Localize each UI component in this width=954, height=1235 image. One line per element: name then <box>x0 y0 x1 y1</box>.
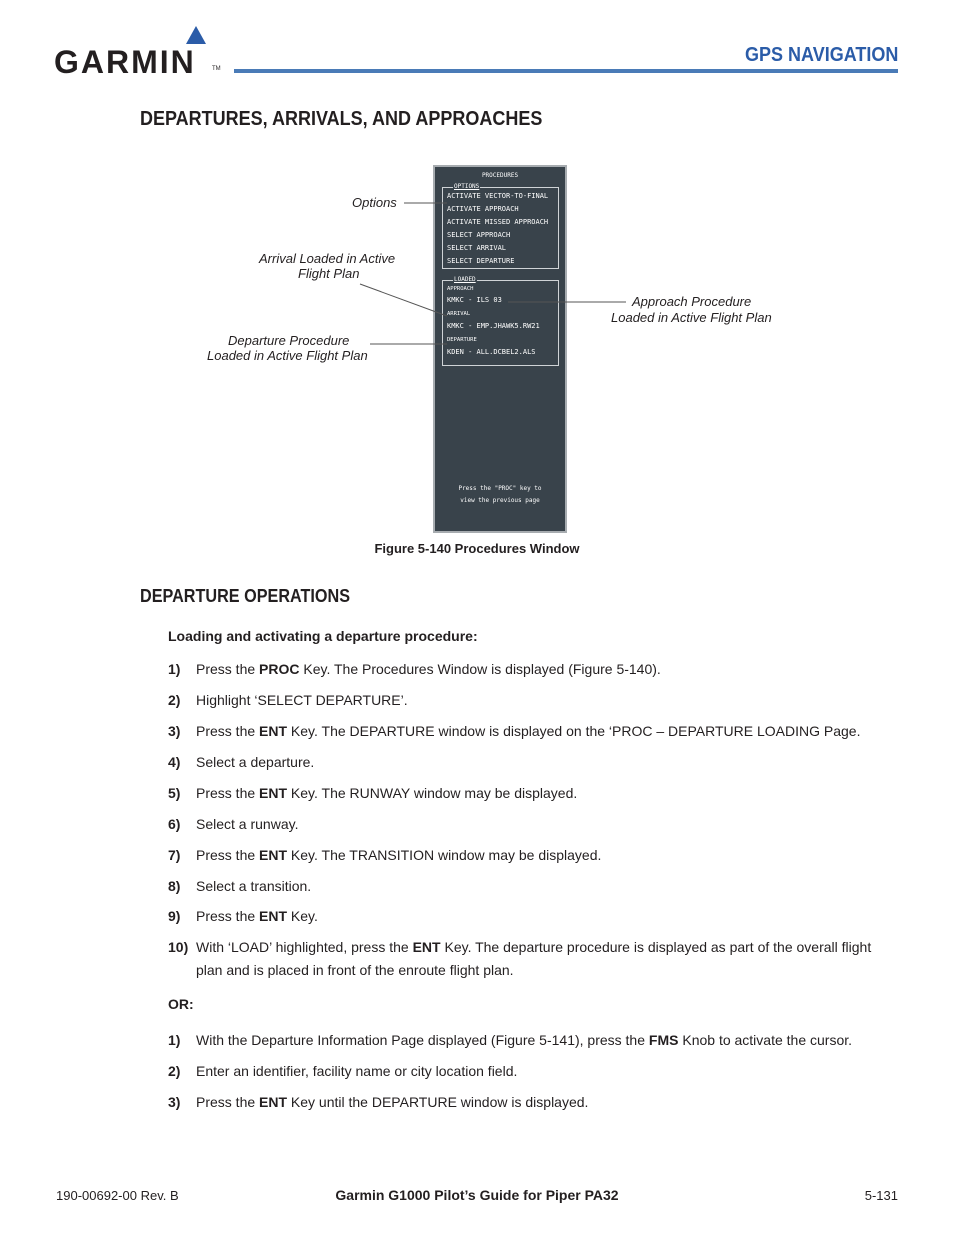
callout-arrival-line-2: Flight Plan <box>298 266 360 281</box>
logo-triangle-icon <box>186 26 206 44</box>
loaded-arrival-value: KMKC - EMP.JHAWK5.RW21 <box>447 322 540 330</box>
step-text: Press the PROC Key. The Procedures Window is displayed (Figure 5-140). <box>196 661 661 677</box>
callout-departure-line-1: Departure Procedure <box>228 333 350 348</box>
option-item: ACTIVATE VECTOR-TO-FINAL <box>447 192 549 200</box>
step-text: Enter an identifier, facility name or city location field. <box>196 1063 518 1079</box>
section-title: GPS NAVIGATION <box>744 44 898 66</box>
or-label: OR: <box>168 996 194 1012</box>
screen-hint-line-2: view the previous page <box>460 497 540 504</box>
step-text: Press the ENT Key. <box>196 908 318 924</box>
loaded-approach-label: APPROACH <box>447 286 474 292</box>
step-number: 3) <box>168 723 181 739</box>
footer-title: Garmin G1000 Pilot’s Guide for Piper PA32 <box>335 1187 619 1203</box>
loaded-arrival-label: ARRIVAL <box>447 311 471 317</box>
option-item: SELECT ARRIVAL <box>447 244 507 252</box>
step-number: 1) <box>168 661 181 677</box>
option-item: ACTIVATE APPROACH <box>447 205 519 213</box>
step-number: 8) <box>168 878 181 894</box>
screen-hint-line-1: Press the "PROC" key to <box>458 485 542 492</box>
footer-page-number: 5-131 <box>864 1188 898 1203</box>
step-number: 7) <box>168 847 181 863</box>
step-text: Press the ENT Key until the DEPARTURE window is displayed. <box>196 1094 589 1110</box>
step-text: With the Departure Information Page displayed (Figure 5-141), press the FMS Knob to activate the cursor. <box>196 1032 853 1048</box>
departure-operations-heading: DEPARTURE OPERATIONS <box>140 586 351 606</box>
loaded-box-label: LOADED <box>454 276 476 283</box>
logo-trademark: TM <box>212 66 221 72</box>
step-number: 2) <box>168 1063 181 1079</box>
garmin-logo <box>54 26 224 80</box>
step-text: Select a runway. <box>196 816 299 832</box>
option-item: SELECT DEPARTURE <box>447 257 515 265</box>
footer-doc-number: 190-00692-00 Rev. B <box>56 1188 179 1203</box>
step-number: 6) <box>168 816 181 832</box>
step-text: With ‘LOAD’ highlighted, press the ENT Key. The departure procedure is displayed as part of the overall flight plan and is placed in front of the enroute flight plan. <box>196 939 872 978</box>
step-text: Press the ENT Key. The DEPARTURE window is displayed on the ‘PROC – DEPARTURE LOADING Page. <box>196 723 861 739</box>
procedures-window-screen <box>433 165 567 533</box>
figure-caption: Figure 5-140 Procedures Window <box>374 541 580 556</box>
option-item: ACTIVATE MISSED APPROACH <box>447 218 549 226</box>
options-box-label: OPTIONS <box>454 183 480 190</box>
loaded-approach-value: KMKC - ILS 03 <box>447 296 502 304</box>
step-number: 3) <box>168 1094 181 1110</box>
option-item: SELECT APPROACH <box>447 231 511 239</box>
callout-departure-line-2: Loaded in Active Flight Plan <box>207 348 368 363</box>
step-text: Select a transition. <box>196 878 312 894</box>
loaded-departure-value: KDEN - ALL.DCBEL2.ALS <box>447 348 536 356</box>
screen-title: PROCEDURES <box>481 172 519 179</box>
step-text: Select a departure. <box>196 754 315 770</box>
callout-approach-line-2: Loaded in Active Flight Plan <box>611 310 772 325</box>
step-text: Press the ENT Key. The TRANSITION window may be displayed. <box>196 847 602 863</box>
callout-options: Options <box>352 195 397 210</box>
logo-text: GARMIN <box>54 44 196 80</box>
options-box <box>442 183 559 269</box>
step-number: 4) <box>168 754 181 770</box>
step-text: Highlight ‘SELECT DEPARTURE’. <box>196 692 408 708</box>
step-number: 5) <box>168 785 181 801</box>
callout-arrival-line-1: Arrival Loaded in Active <box>259 251 396 266</box>
header-rule <box>234 69 898 73</box>
step-text: Press the ENT Key. The RUNWAY window may be displayed. <box>196 785 578 801</box>
step-number: 9) <box>168 908 181 924</box>
callout-approach-line-1: Approach Procedure <box>632 294 752 309</box>
loaded-box <box>442 276 559 366</box>
step-number: 10) <box>168 939 189 955</box>
loaded-departure-label: DEPARTURE <box>447 337 477 343</box>
step-number: 1) <box>168 1032 181 1048</box>
step-number: 2) <box>168 692 181 708</box>
page-heading: DEPARTURES, ARRIVALS, AND APPROACHES <box>140 108 543 130</box>
procedure-title: Loading and activating a departure procedure: <box>168 628 478 644</box>
